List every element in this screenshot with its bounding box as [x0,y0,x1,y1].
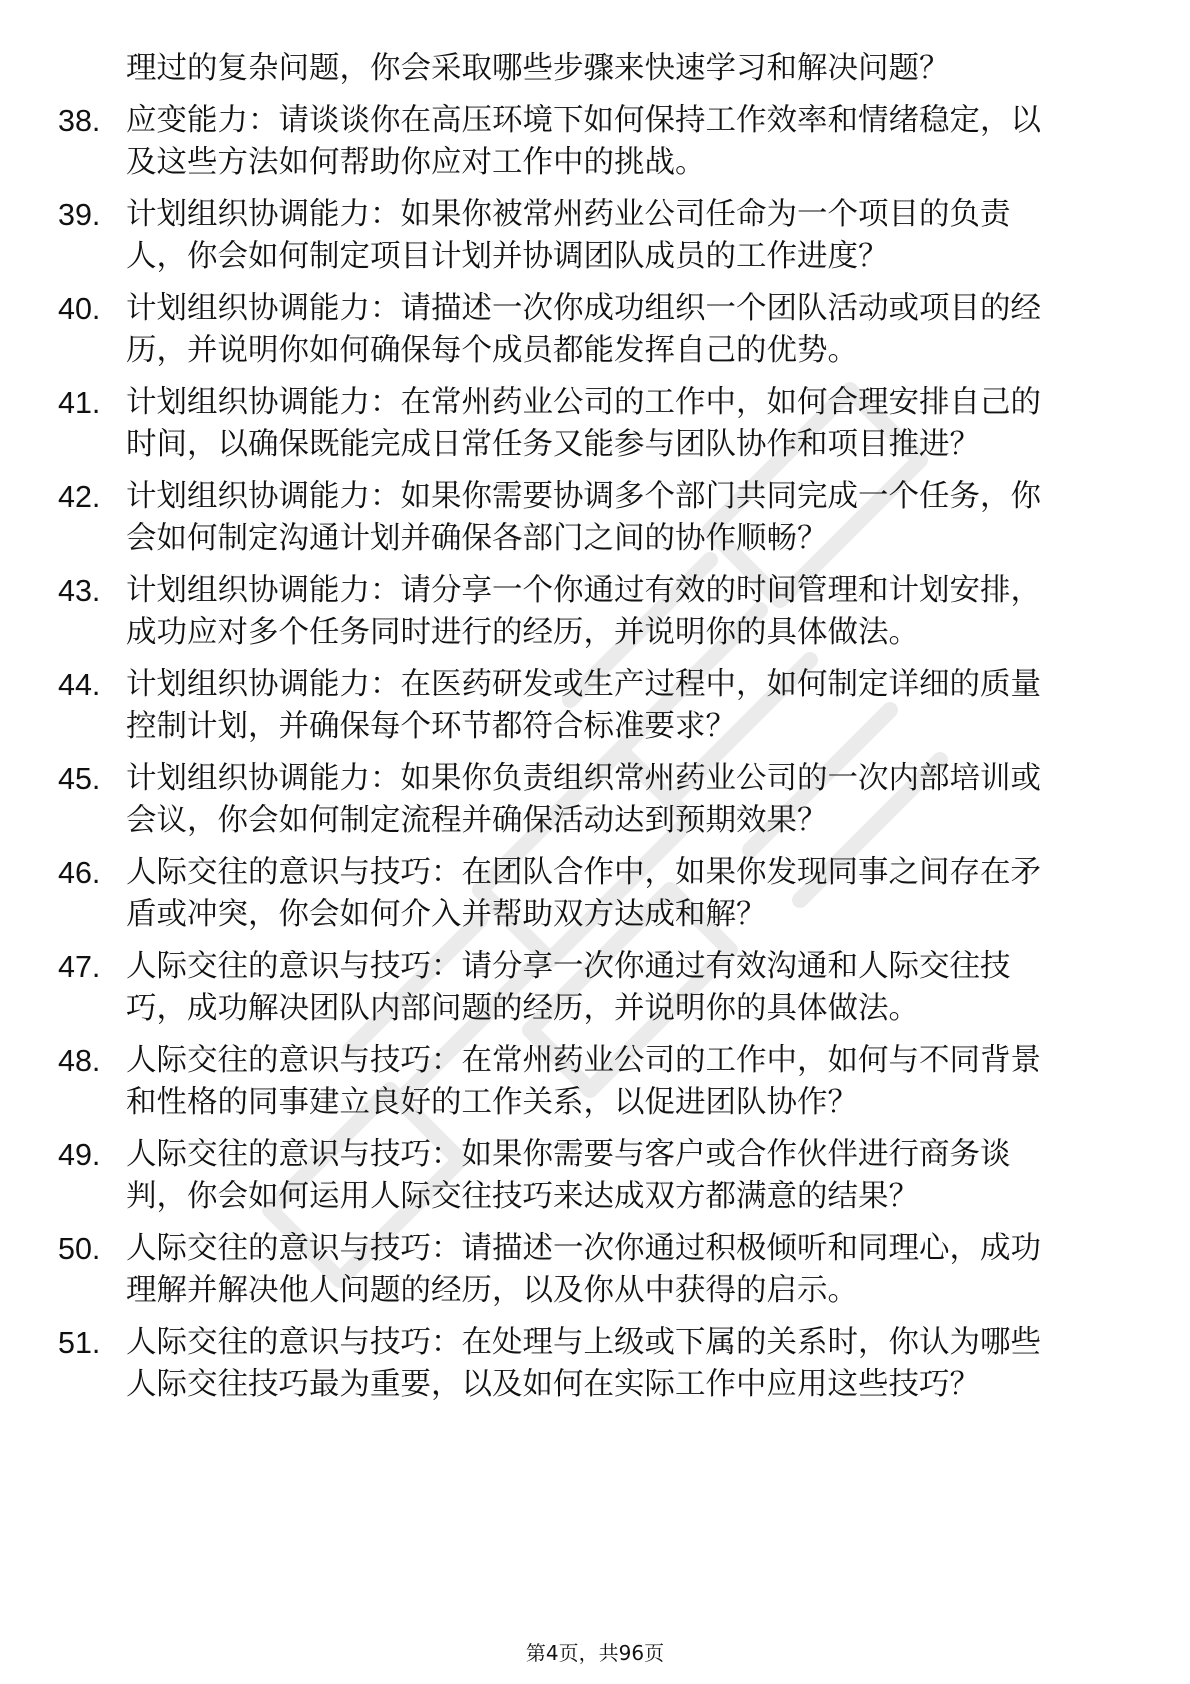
item-number: 49. [58,1138,101,1172]
list-item [58,288,1071,372]
page-footer: 第4页，共96页 [525,1641,665,1665]
item-number: 44. [58,668,101,702]
list-item [58,570,1071,654]
item-number: 41. [58,386,101,420]
item-number: 45. [58,762,101,796]
item-number: 50. [58,1232,101,1266]
item-text: 人际交往的意识与技巧：在团队合作中，如果你发现同事之间存在矛盾或冲突，你会如何介入并帮助双方达成和解？ [126,855,1041,932]
list-item [58,664,1071,748]
item-number: 48. [58,1044,101,1078]
item-text: 计划组织协调能力：如果你被常州药业公司任命为一个项目的负责人，你会如何制定项目计划并协调团队成员的工作进度？ [126,197,1011,274]
list-item [58,476,1071,560]
item-text: 人际交往的意识与技巧：请描述一次你通过积极倾听和同理心，成功理解并解决他人问题的经历，以及你从中获得的启示。 [126,1231,1041,1308]
list-item [58,758,1071,842]
list-item [58,1228,1071,1312]
item-text: 计划组织协调能力：请分享一个你通过有效的时间管理和计划安排，成功应对多个任务同时进行的经历，并说明你的具体做法。 [126,573,1041,650]
list-item [58,1322,1071,1406]
item-number: 43. [58,574,101,608]
item-text: 计划组织协调能力：在医药研发或生产过程中，如何制定详细的质量控制计划，并确保每个环节都符合标准要求？ [126,667,1041,744]
item-text: 计划组织协调能力：请描述一次你成功组织一个团队活动或项目的经历，并说明你如何确保每个成员都能发挥自己的优势。 [126,291,1041,368]
list-item [58,1040,1071,1124]
item-text: 人际交往的意识与技巧：在常州药业公司的工作中，如何与不同背景和性格的同事建立良好的工作关系，以促进团队协作？ [126,1043,1041,1120]
list-item [58,852,1071,936]
list-item [58,100,1071,184]
item-number: 46. [58,856,101,890]
item-number: 40. [58,292,101,326]
item-number: 38. [58,104,101,138]
question-list [0,48,1190,1416]
item-text: 计划组织协调能力：如果你负责组织常州药业公司的一次内部培训或会议，你会如何制定流程并确保活动达到预期效果？ [126,761,1041,838]
list-item [58,382,1071,466]
item-text: 人际交往的意识与技巧：请分享一次你通过有效沟通和人际交往技巧，成功解决团队内部问题的经历，并说明你的具体做法。 [126,949,1011,1026]
item-text: 计划组织协调能力：在常州药业公司的工作中，如何合理安排自己的时间，以确保既能完成日常任务又能参与团队协作和项目推进？ [126,385,1041,462]
item-text: 应变能力：请谈谈你在高压环境下如何保持工作效率和情绪稳定，以及这些方法如何帮助你应对工作中的挑战。 [126,103,1041,180]
item-text: 人际交往的意识与技巧：如果你需要与客户或合作伙伴进行商务谈判，你会如何运用人际交往技巧来达成双方都满意的结果？ [126,1137,1011,1214]
item-number: 42. [58,480,101,514]
item-number: 39. [58,198,101,232]
item-number: 51. [58,1326,101,1360]
item-text: 计划组织协调能力：如果你需要协调多个部门共同完成一个任务，你会如何制定沟通计划并确保各部门之间的协作顺畅？ [126,479,1041,556]
item-text: 人际交往的意识与技巧：在处理与上级或下属的关系时，你认为哪些人际交往技巧最为重要，以及如何在实际工作中应用这些技巧？ [126,1325,1041,1402]
continued-question-text: 理过的复杂问题，你会采取哪些步骤来快速学习和解决问题？ [126,51,950,86]
list-item [58,194,1071,278]
item-number: 47. [58,950,101,984]
list-item [58,1134,1071,1218]
list-item [58,946,1071,1030]
